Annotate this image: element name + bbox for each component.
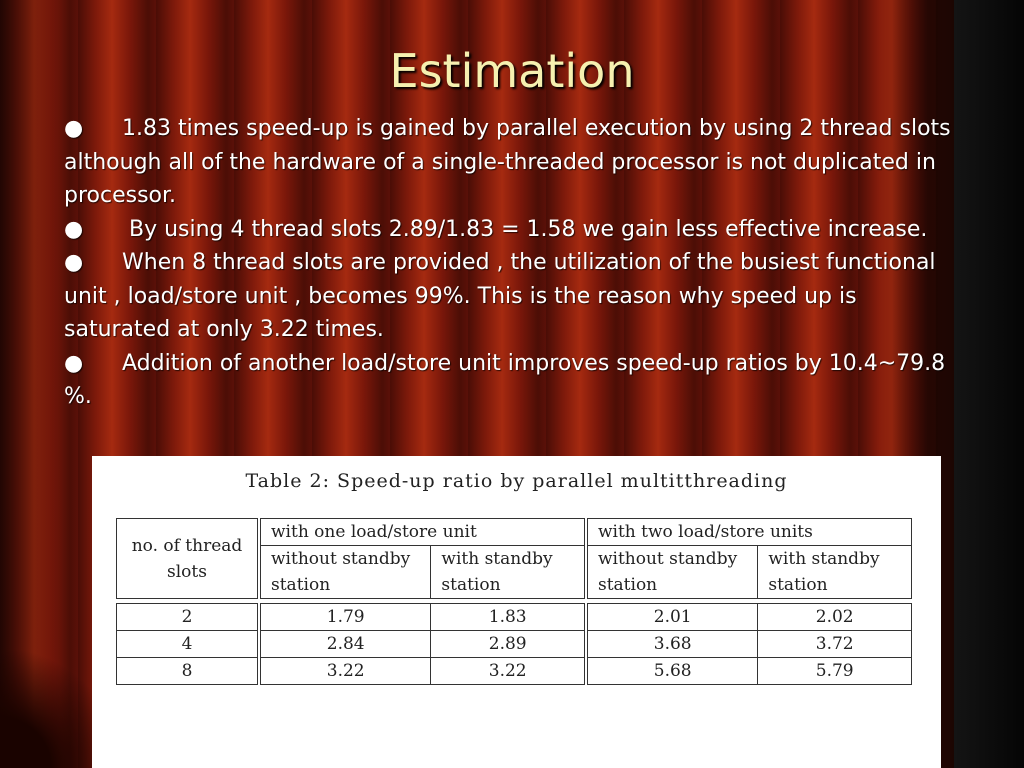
- bullet-icon: ●: [64, 250, 84, 275]
- bullet-text: By using 4 thread slots 2.89/1.83 = 1.58 we gain less effective increase.: [122, 216, 928, 242]
- subheader-with-standby: with standby station: [758, 546, 912, 599]
- cell-value: 3.22: [431, 658, 586, 685]
- table-header-row: [117, 519, 912, 546]
- bullet-item: [64, 246, 964, 347]
- bullet-text: When 8 thread slots are provided , the utilization of the busiest functional unit , load/store unit , becomes 99%. This is the reason why speed up is saturated at only 3.22 times.: [64, 250, 936, 342]
- cell-slots: 4: [117, 631, 260, 658]
- bullet-item: [64, 347, 964, 414]
- slide-title: Estimation: [389, 44, 635, 98]
- cell-value: 2.02: [758, 604, 912, 631]
- cell-slots: 8: [117, 658, 260, 685]
- header-thread-slots: no. of thread slots: [117, 519, 260, 599]
- cell-value: 1.79: [259, 604, 431, 631]
- curtain-shadow-decoration: [954, 0, 1024, 768]
- table-image-panel: [92, 456, 941, 768]
- cell-value: 2.01: [586, 604, 758, 631]
- header-group-one-unit: with one load/store unit: [259, 519, 586, 546]
- bullet-text: 1.83 times speed-up is gained by parallel execution by using 2 thread slots although all of the hardware of a single-threaded processor is not duplicated in processor.: [64, 116, 951, 208]
- bullet-icon: ●: [64, 116, 84, 141]
- cell-value: 5.79: [758, 658, 912, 685]
- table-row: [117, 604, 912, 631]
- cell-value: 1.83: [431, 604, 586, 631]
- cell-value: 5.68: [586, 658, 758, 685]
- bullet-text: Addition of another load/store unit improves speed-up ratios by 10.4~79.8 %.: [64, 350, 946, 409]
- bullet-icon: ●: [64, 216, 84, 242]
- subheader-without-standby: without standby station: [586, 546, 758, 599]
- subheader-without-standby: without standby station: [259, 546, 431, 599]
- subheader-with-standby: with standby station: [431, 546, 586, 599]
- cell-value: 2.84: [259, 631, 431, 658]
- speedup-table: [116, 518, 912, 685]
- table-row: [117, 631, 912, 658]
- table-caption: Table 2: Speed-up ratio by parallel multitthreading: [245, 470, 788, 492]
- header-group-two-units: with two load/store units: [586, 519, 912, 546]
- table-row: [117, 658, 912, 685]
- bullet-item: [64, 112, 964, 213]
- cell-value: 2.89: [431, 631, 586, 658]
- cell-slots: 2: [117, 604, 260, 631]
- bullet-list: [64, 112, 964, 414]
- cell-value: 3.22: [259, 658, 431, 685]
- cell-value: 3.68: [586, 631, 758, 658]
- bullet-item: [64, 213, 964, 247]
- cell-value: 3.72: [758, 631, 912, 658]
- bullet-icon: ●: [64, 350, 84, 376]
